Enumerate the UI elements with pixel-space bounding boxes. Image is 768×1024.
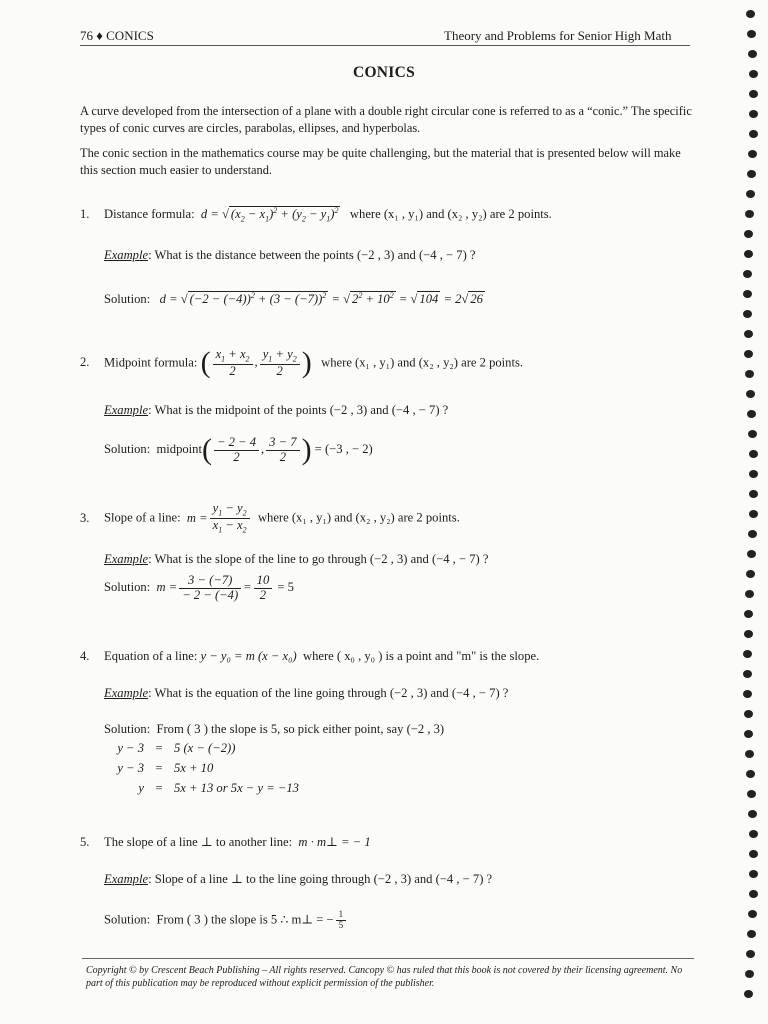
line-equation-label: Equation of a line: — [104, 649, 198, 663]
midpoint-formula-expression: ( $\frac{x_1 + x_2}{2}$ , $\frac{y_1 + y_2}{2}$ ) — [200, 346, 312, 380]
binding-hole — [746, 570, 755, 578]
step-lhs: y — [138, 781, 144, 795]
binding-hole — [749, 450, 758, 458]
midpoint-example — [104, 403, 448, 418]
section-number: 3. — [80, 510, 90, 525]
binding-hole — [746, 770, 755, 778]
binding-hole — [748, 150, 757, 158]
line-solution-steps: y − 3 = 5 (x − (−2)) y − 3 = 5x + 10 y = 5x + 13 or 5x − y = −13 — [104, 741, 299, 801]
distance-formula-where: where (x₁ , y₁) and (x₂ , y₂) are 2 points. — [349, 207, 552, 222]
slope-solution-expression: m = $\frac{3 - (-7)}{- 2 - (-4)}$ = $\frac{10}{2}$ — [153, 580, 274, 594]
binding-hole — [747, 930, 756, 938]
slope-formula-expression: m = $\frac{y_1 - y_2}{x_1 - x_2}$ — [184, 511, 252, 525]
line-equation-where: where ( x₀ , y₀ ) is a point and "m" is the slope. — [302, 649, 540, 663]
example-text: : What is the slope of the line to go through (−2 , 3) and (−4 , − 7) ? — [148, 552, 489, 566]
slope-solution — [104, 574, 294, 603]
perpendicular-solution-fraction: $\frac{1}{5}$ — [336, 910, 347, 931]
binding-hole — [747, 410, 756, 418]
solution-label: Solution: — [104, 722, 151, 736]
binding-hole — [747, 170, 756, 178]
binding-hole — [749, 870, 758, 878]
binding-hole — [749, 510, 758, 518]
binding-hole — [744, 730, 753, 738]
midpoint-solution-expression: ( $\frac{- 2 - 4}{2}$ , $\frac{3 - 7}{2}$ ) — [201, 433, 312, 466]
perpendicular-slope-label: The slope of a line ⊥ to another line: — [104, 835, 293, 849]
header-left: 76 ♦ CONICS — [80, 28, 154, 43]
binding-hole — [745, 750, 754, 758]
distance-formula-label: Distance formula: — [104, 207, 195, 222]
distance-solution — [104, 291, 485, 307]
binding-hole — [745, 210, 754, 218]
line-example — [104, 686, 508, 701]
binding-hole — [743, 270, 752, 278]
footer-rule — [82, 958, 694, 959]
line-solution-text: From ( 3 ) the slope is 5, so pick either point, say (−2 , 3) — [156, 722, 445, 736]
binding-hole — [744, 710, 753, 718]
binding-hole — [743, 650, 752, 658]
binding-hole — [743, 690, 752, 698]
binding-hole — [746, 950, 755, 958]
midpoint-word: midpoint — [156, 441, 202, 456]
midpoint-formula-label: Midpoint formula: — [104, 355, 198, 370]
example-label: Example — [104, 403, 149, 417]
binding-hole — [748, 530, 757, 538]
line-equation-row — [80, 649, 539, 664]
midpoint-result: = (−3 , − 2) — [314, 441, 373, 456]
distance-solution-expression: d = √ $(-2 - (-4))^2 + (3 - (-7))^2$ = √ $2^2 + 10^2$ = √ 104 = 2√ 26 — [153, 291, 483, 307]
binding-hole — [745, 590, 754, 598]
binding-hole — [744, 250, 753, 258]
perpendicular-solution — [104, 910, 348, 931]
midpoint-solution — [104, 435, 373, 465]
solution-label: Solution: — [104, 580, 151, 595]
page-title: CONICS — [352, 64, 416, 81]
binding-hole — [743, 290, 752, 298]
line-solution — [104, 722, 444, 737]
binding-hole — [744, 330, 753, 338]
example-text: : What is the midpoint of the points (−2 , 3) and (−4 , − 7) ? — [148, 403, 449, 417]
binding-hole — [745, 970, 754, 978]
header-rule — [80, 45, 690, 46]
header-right: Theory and Problems for Senior High Math — [444, 28, 672, 43]
distance-formula-row — [80, 206, 552, 224]
binding-hole — [746, 390, 755, 398]
binding-hole — [749, 830, 758, 838]
copyright-footer: Copyright © by Crescent Beach Publishing – All rights reserved. Cancopy © has ruled that this book is not covered by their licensing agreement. No part of this publication may be reproduced without explicit permission of the publisher. — [86, 965, 683, 989]
section-number: 1. — [80, 207, 90, 222]
midpoint-formula-where: where (x₁ , y₁) and (x₂ , y₂) are 2 points. — [321, 355, 524, 370]
slope-example — [104, 552, 488, 567]
binding-hole — [744, 990, 753, 998]
intro-paragraph-2: The conic section in the mathematics course may be quite challenging, but the material that is presented below will make this section much easier to understand. — [80, 146, 681, 177]
binding-hole — [744, 610, 753, 618]
slope-formula-row — [80, 502, 460, 536]
binding-hole — [748, 910, 757, 918]
binding-hole — [747, 790, 756, 798]
solution-label: Solution: — [104, 292, 151, 307]
binding-hole — [749, 110, 758, 118]
section-number: 5. — [80, 835, 90, 849]
example-text: : What is the distance between the points (−2 , 3) and (−4 , − 7) ? — [148, 248, 476, 262]
binding-hole — [748, 430, 757, 438]
binding-hole — [749, 130, 758, 138]
distance-formula-expression: d = √ $(x_2 - x_1)^2 + (y_2 - y_1)^2$ — [197, 206, 339, 224]
slope-result: = 5 — [277, 580, 294, 595]
example-text: : What is the equation of the line going through (−2 , 3) and (−4 , − 7) ? — [148, 686, 509, 700]
binding-hole — [748, 50, 757, 58]
spiral-binding — [730, 0, 768, 1024]
binding-hole — [748, 810, 757, 818]
binding-hole — [746, 10, 755, 18]
slope-formula-label: Slope of a line: — [104, 510, 181, 525]
binding-hole — [744, 630, 753, 638]
distance-example — [104, 248, 476, 263]
binding-hole — [749, 70, 758, 78]
example-label: Example — [104, 248, 149, 262]
perpendicular-slope-formula: m · m⊥ = − 1 — [298, 835, 371, 849]
example-label: Example — [104, 872, 149, 886]
example-label: Example — [104, 552, 149, 566]
binding-hole — [749, 890, 758, 898]
step-rhs: 5x + 13 or 5x − y = −13 — [174, 781, 299, 795]
solution-label: Solution: — [104, 441, 151, 456]
step-rhs: 5 (x − (−2)) — [174, 741, 236, 755]
midpoint-formula-row — [80, 348, 523, 379]
binding-hole — [747, 30, 756, 38]
example-text: : Slope of a line ⊥ to the line going through (−2 , 3) and (−4 , − 7) ? — [148, 872, 493, 886]
example-label: Example — [104, 686, 149, 700]
step-rhs: 5x + 10 — [174, 761, 214, 775]
perpendicular-example — [104, 871, 492, 887]
slope-formula-where: where (x₁ , y₁) and (x₂ , y₂) are 2 points. — [257, 510, 460, 525]
perpendicular-slope-row — [80, 834, 371, 850]
binding-hole — [744, 350, 753, 358]
line-equation-formula: y − y₀ = m (x − x₀) — [200, 649, 297, 663]
binding-hole — [749, 850, 758, 858]
binding-hole — [745, 370, 754, 378]
step-lhs: y − 3 — [117, 761, 144, 775]
intro-paragraph-1: A curve developed from the intersection of a plane with a double right circular cone is referred to as a “conic.” The specific types of conic curves are circles, parabolas, ellipses, and hyperbolas. — [80, 104, 692, 135]
binding-hole — [743, 310, 752, 318]
binding-hole — [747, 550, 756, 558]
solution-label: Solution: — [104, 912, 151, 927]
step-lhs: y − 3 — [117, 741, 144, 755]
binding-hole — [746, 190, 755, 198]
binding-hole — [749, 470, 758, 478]
binding-hole — [749, 90, 758, 98]
binding-hole — [744, 230, 753, 238]
section-number: 4. — [80, 649, 90, 663]
section-number: 2. — [80, 355, 90, 370]
perpendicular-solution-text: From ( 3 ) the slope is 5 ∴ m⊥ = − — [156, 912, 334, 927]
binding-hole — [749, 490, 758, 498]
binding-hole — [743, 670, 752, 678]
